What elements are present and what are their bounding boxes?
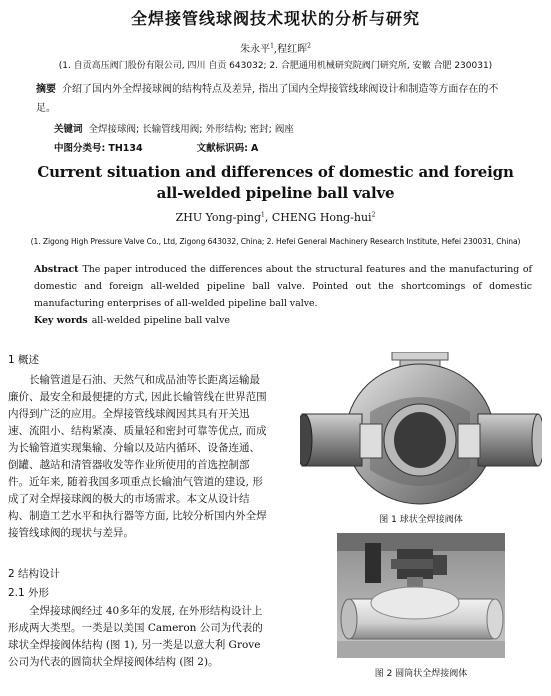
abstract-label-en: Abstract <box>34 264 79 275</box>
author-affiliation-mark: 1 <box>270 42 274 50</box>
abstract-cn <box>36 80 516 118</box>
keywords-label-cn: 关键词 <box>54 124 83 135</box>
section-heading: 1 概述 <box>8 354 40 366</box>
affiliation-cn: (1. 自贡高压阀门股份有限公司, 四川 自贡 643032; 2. 合肥通用机械研究院阀门研究所, 安徽 合肥 230031) <box>58 61 493 71</box>
doc-code-label: 文献标识码: <box>196 143 248 154</box>
figure-1-caption: 图 1 球状全焊接阀体 <box>379 515 463 525</box>
affiliation-en: (1. Zigong High Pressure Valve Co., Ltd, Zigong 643032, China; 2. Hefei General Machinery Research Institute, Hefei 230031, China) <box>30 237 521 246</box>
keywords-en <box>34 315 230 326</box>
abstract-label-cn: 摘要 <box>36 84 56 95</box>
figure-2-caption: 图 2 圆筒状全焊接阀体 <box>374 669 468 679</box>
author-affiliation-mark: 1 <box>261 211 265 219</box>
clc-value: TH134 <box>108 143 143 154</box>
author-separator: , <box>264 211 272 224</box>
paper-title-en-line: Current situation and differences of domestic and foreign <box>37 163 514 181</box>
author-name: 程红晖 <box>277 44 308 55</box>
doc-code-value: A <box>251 143 259 154</box>
keywords-text-cn: 全焊接球阀; 长输管线用阀; 外形结构; 密封; 阀座 <box>88 124 294 135</box>
paper-title-en-line: all-welded pipeline ball valve <box>156 184 395 202</box>
abstract-text-en: The paper introduced the differences about the structural features and the manufacturing of domestic and foreign all-welded pipeline ball valve. Pointed out the shortcomings of domestic manufacturing enterprises of all-welded pipeline ball valve. <box>34 264 532 309</box>
abstract-text-cn: 介绍了国内外全焊接球阀的结构特点及差异, 指出了国内全焊接管线球阀设计和制造等方面存在的不足。 <box>36 84 499 114</box>
author-name: ZHU Yong-ping <box>175 211 262 224</box>
clc-label: 中图分类号: <box>54 143 106 154</box>
paper-title-en <box>0 162 551 204</box>
figure-1-ball-valve-image <box>300 352 542 510</box>
body-paragraph <box>8 372 270 542</box>
figure-2-ball-valve-photo <box>337 533 505 658</box>
author-name: 朱永平 <box>240 44 271 55</box>
subsection-heading: 2.1 外形 <box>8 587 50 599</box>
section1-paragraph: 长输管道是石油、天然气和成品油等长距离运输最廉价、最安全和最便捷的方式, 因此长输管线在世界范围内得到广泛的应用。全焊接管线球阀因其具有开关迅速、流阻小、结构紧凑、质量轻和密封可靠等优点, 而成为长输管道实现集输、分输以及站内循环、设备连通、倒罐、越站和清管器收发等作业所使用的首选控制部件。近年来, 随着我国多项重点长输油气管道的建设, 形成了对全焊接球阀的极大的市场需求。本文从设计结构、制造工艺水平和执行器等方面, 比较分析国内外全焊接管线球阀的现状与差异。 <box>8 374 267 539</box>
section2-paragraph: 全焊接球阀经过 40多年的发展, 在外形结构设计上形成两大类型。一类是以美国 Cameron 公司为代表的球状全焊接阀体结构 (图 1), 另一类是以意大利 Grove公司为代表的圆筒状全焊接阀体结构 (图 2)。 <box>8 605 263 668</box>
author-name: CHENG Hong-hui <box>271 211 372 224</box>
author-separator: , <box>273 44 278 55</box>
author-affiliation-mark: 2 <box>371 211 376 219</box>
abstract-en <box>34 261 532 312</box>
authors-cn <box>0 40 551 55</box>
keywords-label-en: Key words <box>34 315 88 326</box>
author-affiliation-mark: 2 <box>307 42 311 50</box>
keywords-text-en: all-welded pipeline ball valve <box>91 315 230 326</box>
paper-title-cn: 全焊接管线球阀技术现状的分析与研究 <box>130 9 420 28</box>
body-paragraph <box>8 603 270 671</box>
section-heading: 2 结构设计 <box>8 568 61 580</box>
authors-en <box>0 211 551 224</box>
classification-cn <box>54 140 258 154</box>
keywords-cn <box>54 121 294 135</box>
